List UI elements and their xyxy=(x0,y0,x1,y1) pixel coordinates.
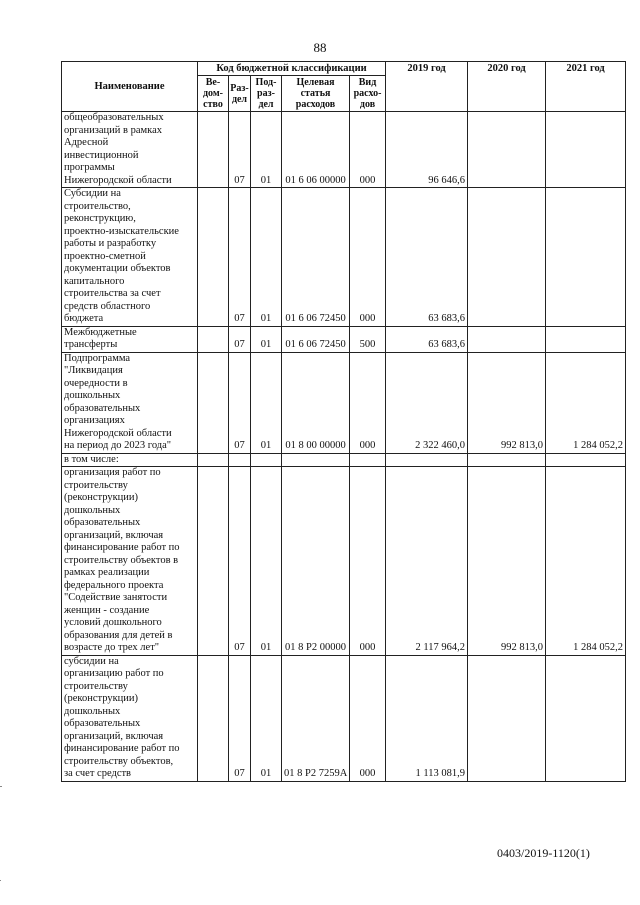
document-code: 0403/2019-1120(1) xyxy=(497,846,590,860)
row-name: Межбюджетные трансферты xyxy=(62,326,198,352)
row-vr xyxy=(350,453,386,467)
row-razdel: 07 xyxy=(229,112,251,188)
row-ved xyxy=(198,352,229,453)
row-podrazdel: 01 xyxy=(251,655,282,781)
row-csr: 01 8 00 00000 xyxy=(282,352,350,453)
row-2019: 63 683,6 xyxy=(386,326,468,352)
col-csr-header: Целевая статья расходов xyxy=(282,76,350,112)
col-2019-header: 2019 год xyxy=(386,62,468,112)
row-vr: 500 xyxy=(350,326,386,352)
header-row-1 xyxy=(62,62,626,76)
row-vr: 000 xyxy=(350,467,386,656)
row-name: организация работ по строительству (реконструкции) дошкольных образовательных организаций, включая финансирование работ по строительству объектов в рамках реализации федерального проекта "Содействие занятости женщин - создание условий дошкольного образования для детей в возрасте до трех лет" xyxy=(62,467,198,656)
table-row xyxy=(62,453,626,467)
row-2019: 2 322 460,0 xyxy=(386,352,468,453)
row-csr: 01 8 P2 00000 xyxy=(282,467,350,656)
row-vr: 000 xyxy=(350,655,386,781)
col-razdel-header: Раз- дел xyxy=(229,76,251,112)
col-2021-header: 2021 год xyxy=(546,62,626,112)
row-ved xyxy=(198,112,229,188)
budget-table xyxy=(61,61,626,782)
row-2020 xyxy=(468,655,546,781)
row-2021 xyxy=(546,453,626,467)
table-row xyxy=(62,188,626,327)
row-csr xyxy=(282,453,350,467)
row-csr: 01 8 P2 7259A xyxy=(282,655,350,781)
row-ved xyxy=(198,326,229,352)
row-razdel: 07 xyxy=(229,326,251,352)
table-row xyxy=(62,326,626,352)
row-name: Субсидии на строительство, реконструкцию, проектно-изыскательские работы и разработку проектно-сметной документации объектов капитального строительства за счет средств областного бюджета xyxy=(62,188,198,327)
scan-mark xyxy=(0,880,1,881)
row-2021 xyxy=(546,326,626,352)
row-csr: 01 6 06 00000 xyxy=(282,112,350,188)
row-ved xyxy=(198,467,229,656)
row-name: общеобразовательных организаций в рамках Адресной инвестиционной программы Нижегородской области xyxy=(62,112,198,188)
col-ved-header: Ве- дом- ство xyxy=(198,76,229,112)
row-2020: 992 813,0 xyxy=(468,467,546,656)
row-vr: 000 xyxy=(350,352,386,453)
row-2020: 992 813,0 xyxy=(468,352,546,453)
row-name: субсидии на организацию работ по строительству (реконструкции) дошкольных образовательных организаций, включая финансирование работ по строительству объектов, за счет средств xyxy=(62,655,198,781)
row-vr: 000 xyxy=(350,112,386,188)
col-name-header: Наименование xyxy=(62,62,198,112)
row-podrazdel: 01 xyxy=(251,188,282,327)
row-2019: 1 113 081,9 xyxy=(386,655,468,781)
table-row xyxy=(62,467,626,656)
row-razdel: 07 xyxy=(229,655,251,781)
row-razdel: 07 xyxy=(229,467,251,656)
row-csr: 01 6 06 72450 xyxy=(282,188,350,327)
row-razdel xyxy=(229,453,251,467)
row-2021 xyxy=(546,188,626,327)
row-podrazdel: 01 xyxy=(251,326,282,352)
row-name: Подпрограмма "Ликвидация очередности в дошкольных образовательных организациях Нижегородской области на период до 2023 года" xyxy=(62,352,198,453)
row-2019: 96 646,6 xyxy=(386,112,468,188)
row-2019 xyxy=(386,453,468,467)
table-row xyxy=(62,352,626,453)
col-2020-header: 2020 год xyxy=(468,62,546,112)
row-razdel: 07 xyxy=(229,188,251,327)
row-ved xyxy=(198,188,229,327)
col-podrazdel-header: Под- раз- дел xyxy=(251,76,282,112)
page-number: 88 xyxy=(313,40,327,55)
classification-header: Код бюджетной классификации xyxy=(198,62,386,76)
table-row xyxy=(62,112,626,188)
row-vr: 000 xyxy=(350,188,386,327)
row-2019: 2 117 964,2 xyxy=(386,467,468,656)
scan-mark xyxy=(0,786,2,787)
row-2019: 63 683,6 xyxy=(386,188,468,327)
row-ved xyxy=(198,453,229,467)
row-name: в том числе: xyxy=(62,453,198,467)
row-2021 xyxy=(546,655,626,781)
row-2020 xyxy=(468,453,546,467)
row-2020 xyxy=(468,188,546,327)
table-row xyxy=(62,655,626,781)
row-podrazdel xyxy=(251,453,282,467)
row-2021: 1 284 052,2 xyxy=(546,352,626,453)
row-razdel: 07 xyxy=(229,352,251,453)
row-podrazdel: 01 xyxy=(251,467,282,656)
row-2021 xyxy=(546,112,626,188)
row-2020 xyxy=(468,326,546,352)
row-2021: 1 284 052,2 xyxy=(546,467,626,656)
row-csr: 01 6 06 72450 xyxy=(282,326,350,352)
row-podrazdel: 01 xyxy=(251,112,282,188)
col-vr-header: Вид расхо- дов xyxy=(350,76,386,112)
row-podrazdel: 01 xyxy=(251,352,282,453)
row-ved xyxy=(198,655,229,781)
row-2020 xyxy=(468,112,546,188)
